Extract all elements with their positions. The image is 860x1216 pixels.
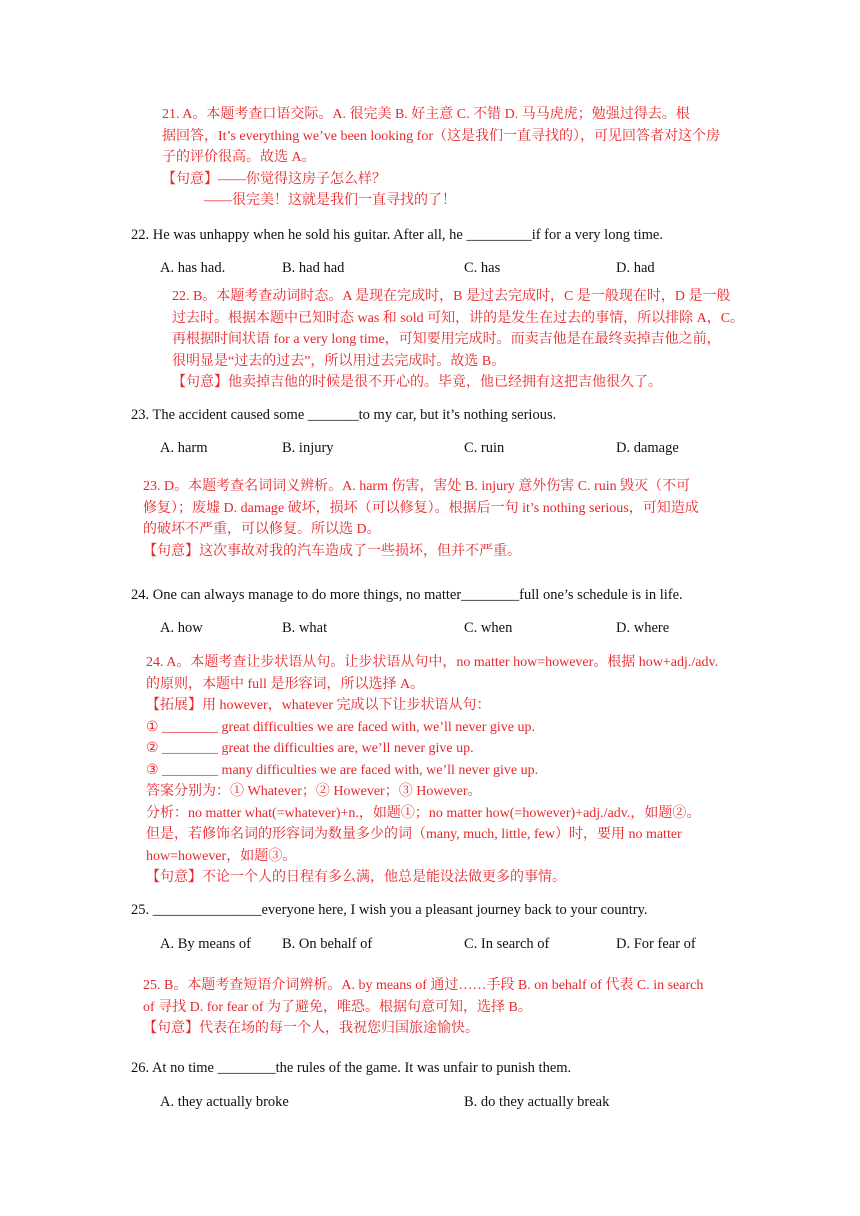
option-24-c: C. when	[464, 620, 513, 636]
question-stem-24: 24. One can always manage to do more things, no matter________full one’s schedule is in life.	[131, 587, 683, 603]
explanation-line: 24. A。本题考查让步状语从句。让步状语从句中，no matter how=however。根据 how+adj./adv.	[146, 655, 719, 670]
option-24-a: A. how	[160, 620, 203, 636]
explanation-line: 过去时。根据本题中已知时态 was 和 sold 可知，讲的是发生在过去的事情，所以排除 A，C。	[172, 310, 745, 326]
explanation-line: 答案分别为：① Whatever；② However；③ However。	[146, 784, 482, 799]
explanation-line: 22. B。本题考查动词时态。A 是现在完成时，B 是过去完成时，C 是一般现在时，D 是一般	[172, 289, 731, 304]
option-25-c: C. In search of	[464, 936, 550, 952]
explanation-23	[143, 476, 699, 562]
explanation-line: 但是，若修饰名词的形容词为数量多少的词（many, much, little, few）时，要用 no matter	[146, 827, 682, 842]
explanation-line: 【句意】这次事故对我的汽车造成了一些损坏，但并不严重。	[143, 543, 521, 559]
explanation-line: of 寻找 D. for fear of 为了避免，唯恐。根据句意可知，选择 B。	[143, 999, 532, 1015]
explanation-24	[146, 652, 718, 889]
explanation-line: 【句意】——你觉得这房子怎么样？	[162, 171, 386, 187]
explanation-22	[172, 286, 744, 394]
option-23-c: C. ruin	[464, 440, 505, 456]
option-26-a: A. they actually broke	[160, 1094, 289, 1110]
explanation-line: 【句意】代表在场的每一个人，我祝您归国旅途愉快。	[143, 1021, 479, 1036]
question-stem-26: 26. At no time ________the rules of the game. It was unfair to punish them.	[131, 1060, 572, 1076]
explanation-line: 23. D。本题考查名词词义辨析。A. harm 伤害，害处 B. injury 意外伤害 C. ruin 毁灭（不可	[143, 479, 691, 494]
option-22-b: B. had had	[282, 260, 345, 276]
explanation-21	[162, 104, 720, 212]
option-24-d: D. where	[616, 620, 670, 636]
option-23-b: B. injury	[282, 440, 334, 456]
question-stem-25: 25. _______________everyone here, I wish you a pleasant journey back to your country.	[131, 902, 648, 918]
option-26-b: B. do they actually break	[464, 1094, 610, 1110]
explanation-line: 【句意】不论一个人的日程有多么满，他总是能设法做更多的事情。	[146, 870, 566, 885]
explanation-line: 分析：no matter what(=whatever)+n.，如题①；no matter how(=however)+adj./adv.，如题②。	[146, 805, 701, 821]
explanation-line: 子的评价很高。故选 A。	[162, 150, 316, 165]
explanation-line: 【拓展】用 however，whatever 完成以下让步状语从句：	[146, 698, 491, 713]
explanation-line: ③ ________ many difficulties we are faced with, we’ll never give up.	[146, 762, 539, 778]
explanation-line: 修复）；废墟 D. damage 破坏，损坏（可以修复）。根据后一句 it’s nothing serious，可知造成	[143, 500, 699, 516]
option-22-a: A. has had.	[160, 260, 226, 276]
explanation-line: how=however，如题③。	[146, 848, 297, 864]
question-stem-23: 23. The accident caused some _______to my car, but it’s nothing serious.	[131, 407, 557, 423]
option-25-d: D. For fear of	[616, 936, 696, 952]
explanation-line: 的破坏不严重，可以修复。所以选 D。	[143, 522, 381, 537]
explanation-line: 再根据时间状语 for a very long time，可知要用完成时。而卖吉他是在最终卖掉吉他之前，	[172, 332, 721, 347]
explanation-line: ——很完美！这就是我们一直寻找的了！	[162, 193, 456, 208]
explanation-25	[143, 975, 703, 1040]
option-25-a: A. By means of	[160, 936, 252, 952]
option-24-b: B. what	[282, 620, 328, 636]
explanation-line: 21. A。本题考查口语交际。A. 很完美 B. 好主意 C. 不错 D. 马马虎虎；勉强过得去。根	[162, 107, 690, 122]
explanation-line: 的原则，本题中 full 是形容词，所以选择 A。	[146, 676, 425, 692]
explanation-line: 据回答，It’s everything we’ve been looking for（这是我们一直寻找的），可见回答者对这个房	[162, 128, 720, 144]
option-25-b: B. On behalf of	[282, 936, 373, 952]
explanation-line: 25. B。本题考查短语介词辨析。A. by means of 通过……手段 B. on behalf of 代表 C. in search	[143, 978, 704, 993]
explanation-line: ② ________ great the difficulties are, we’ll never give up.	[146, 741, 474, 756]
option-23-a: A. harm	[160, 440, 208, 456]
explanation-line: 【句意】他卖掉吉他的时候是很不开心的。毕竟，他已经拥有这把吉他很久了。	[172, 375, 662, 390]
question-stem-22: 22. He was unhappy when he sold his guitar. After all, he _________if for a very long time.	[131, 227, 663, 243]
option-22-d: D. had	[616, 260, 655, 276]
explanation-line: 很明显是“过去的过去”，所以用过去完成时。故选 B。	[172, 353, 506, 369]
option-22-c: C. has	[464, 260, 501, 276]
explanation-line: ① ________ great difficulties we are faced with, we’ll never give up.	[146, 719, 535, 735]
option-23-d: D. damage	[616, 440, 679, 456]
